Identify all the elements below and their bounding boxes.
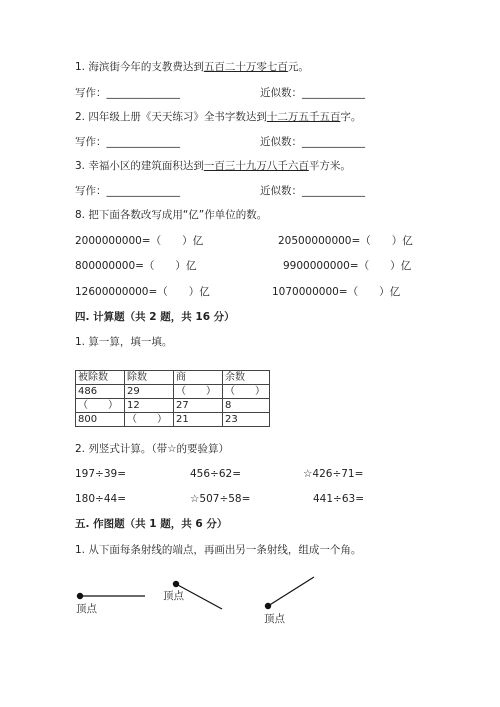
table-cell: 800 [76, 413, 125, 427]
section-4-question-2: 2. 列竖式计算。（带☆的要验算） [75, 443, 230, 455]
table-header-cell: 商 [174, 371, 223, 385]
q2-write-field[interactable]: 写作：______________ [75, 136, 180, 148]
question-3-prefix: 3. 幸福小区的建筑面积达到 [75, 160, 204, 172]
q3-write-field[interactable]: 写作：______________ [75, 185, 180, 197]
conversion-item[interactable]: 9900000000=（ ）亿 [283, 260, 412, 272]
calc-item: 180÷44= [75, 493, 126, 505]
table-cell-blank[interactable]: （ ） [125, 413, 174, 427]
conversion-item[interactable]: 1070000000=（ ）亿 [272, 286, 401, 298]
vertex-label: 顶点 [163, 590, 184, 602]
conversion-item[interactable]: 2000000000=（ ）亿 [75, 235, 204, 247]
table-cell: 21 [174, 413, 223, 427]
q1-write-field[interactable]: 写作：______________ [75, 87, 180, 99]
q1-approx-field[interactable]: 近似数：____________ [260, 87, 365, 99]
ray-2-endpoint [173, 581, 179, 587]
question-1-number-words: 五百二十万零七百 [203, 61, 288, 73]
section-5-question-1: 1. 从下面每条射线的端点，再画出另一条射线，组成一个角。 [75, 544, 362, 556]
section-4-question-1: 1. 算一算，填一填。 [75, 336, 173, 348]
calc-item: ☆426÷71= [303, 468, 364, 480]
conversion-item[interactable]: 12600000000=（ ）亿 [75, 286, 210, 298]
question-2-prefix: 2. 四年级上册《天天练习》全书字数达到 [75, 111, 267, 123]
question-3-suffix: 平方米。 [308, 160, 351, 172]
table-header-cell: 余数 [223, 371, 270, 385]
section-5-heading: 五. 作图题（共 1 题，共 6 分） [75, 518, 228, 530]
question-1-prefix: 1. 海滨街今年的支教费达到 [75, 61, 204, 73]
table-cell: 23 [223, 413, 270, 427]
conversion-item[interactable]: 20500000000=（ ）亿 [278, 235, 413, 247]
question-2-suffix: 字。 [340, 111, 362, 123]
ray-3-endpoint [265, 603, 271, 609]
table-cell: 27 [174, 399, 223, 413]
question-1-suffix: 元。 [287, 61, 309, 73]
table-header-cell: 被除数 [76, 371, 125, 385]
table-header-cell: 除数 [125, 371, 174, 385]
vertex-label: 顶点 [264, 613, 285, 625]
q2-approx-field[interactable]: 近似数：____________ [260, 136, 365, 148]
ray-1 [77, 593, 145, 599]
calc-item: 441÷63= [313, 493, 364, 505]
question-2-number-words: 十二万五千五百 [266, 111, 341, 123]
q3-approx-field[interactable]: 近似数：____________ [260, 185, 365, 197]
question-8: 8. 把下面各数改写成用“亿”作单位的数。 [75, 209, 268, 221]
section-4-heading: 四. 计算题（共 2 题，共 16 分） [75, 311, 235, 323]
table-cell-blank[interactable]: （ ） [174, 385, 223, 399]
table-cell: 8 [223, 399, 270, 413]
table-cell: 12 [125, 399, 174, 413]
table-cell: 486 [76, 385, 125, 399]
calc-item: ☆507÷58= [190, 493, 251, 505]
ray-3 [265, 577, 314, 609]
table-cell: 29 [125, 385, 174, 399]
conversion-item[interactable]: 800000000=（ ）亿 [75, 260, 197, 272]
table-cell-blank[interactable]: （ ） [76, 399, 125, 413]
calc-item: 197÷39= [75, 468, 126, 480]
ray-1-endpoint [77, 593, 83, 599]
vertex-label: 顶点 [76, 603, 97, 615]
calc-item: 456÷62= [190, 468, 241, 480]
table-cell-blank[interactable]: （ ） [223, 385, 270, 399]
question-3-number-words: 一百三十九万八千六百 [203, 160, 309, 172]
